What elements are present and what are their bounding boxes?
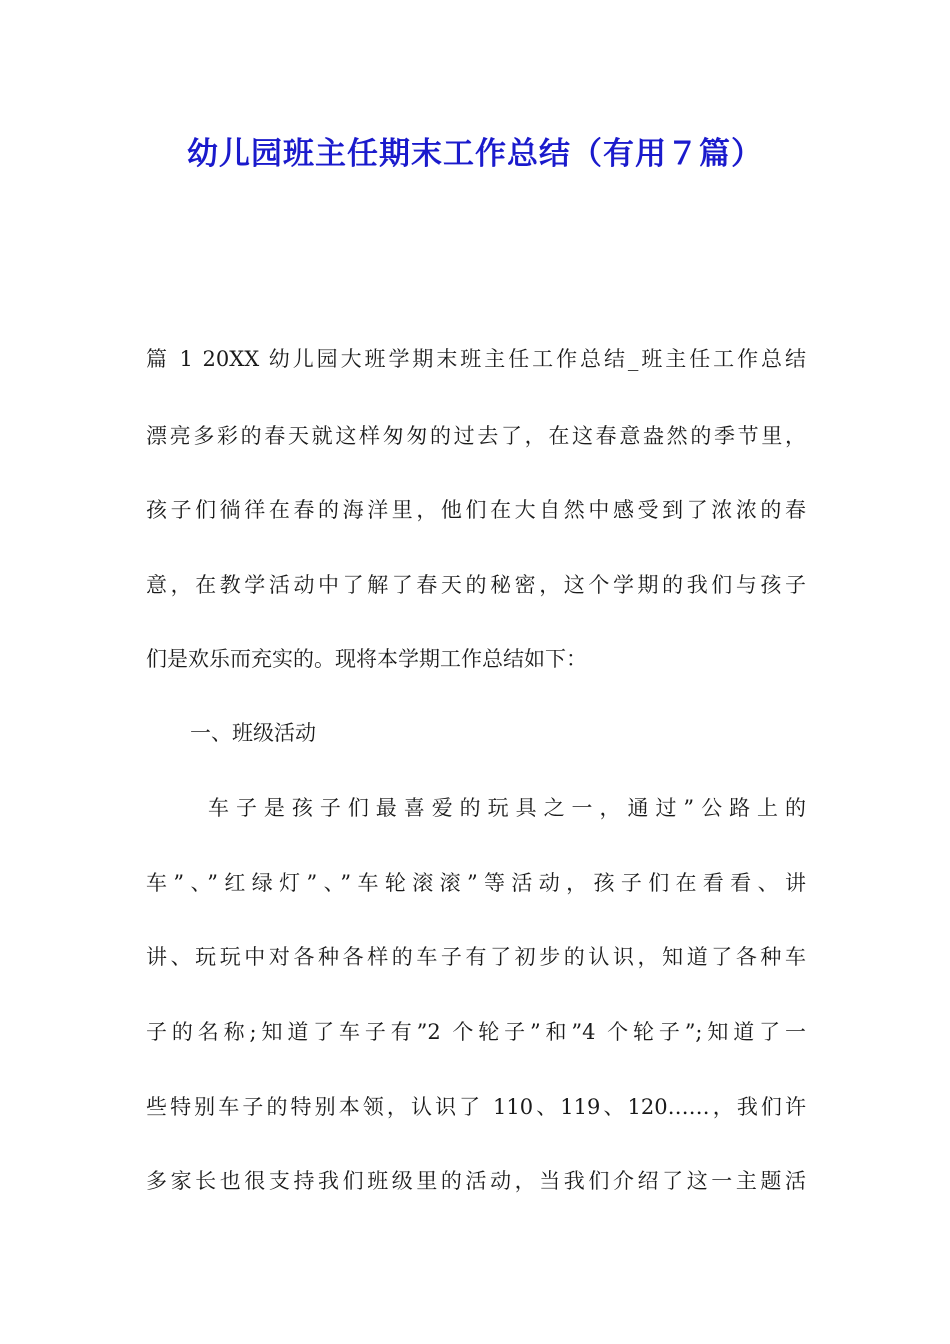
paragraph-line-9: 讲、玩玩中对各种各样的车子有了初步的认识，知道了各种车 bbox=[146, 945, 806, 969]
paragraph-line-12: 多家长也很支持我们班级里的活动，当我们介绍了这一主题活 bbox=[146, 1169, 806, 1193]
paragraph-line-5: 们是欢乐而充实的。现将本学期工作总结如下： bbox=[146, 647, 587, 671]
paragraph-line-7: 车子是孩子们最喜爱的玩具之一，通过”公路上的 bbox=[208, 796, 806, 820]
document-title: 幼儿园班主任期末工作总结（有用７篇） bbox=[187, 136, 763, 172]
paragraph-line-4: 意，在教学活动中了解了春天的秘密，这个学期的我们与孩子 bbox=[146, 573, 806, 597]
paragraph-line-1: 篇 1 20XX 幼儿园大班学期末班主任工作总结_班主任工作总结 bbox=[146, 347, 806, 371]
paragraph-line-3: 孩子们徜徉在春的海洋里，他们在大自然中感受到了浓浓的春 bbox=[146, 498, 806, 522]
section-heading: 一、班级活动 bbox=[190, 721, 316, 745]
paragraph-line-8: 车”、”红绿灯”、”车轮滚滚”等活动，孩子们在看看、讲 bbox=[146, 871, 806, 895]
paragraph-line-10: 子的名称;知道了车子有”2 个轮子”和”4 个轮子”;知道了一 bbox=[146, 1020, 806, 1044]
paragraph-line-2: 漂亮多彩的春天就这样匆匆的过去了，在这春意盎然的季节里， bbox=[146, 424, 806, 448]
paragraph-line-11: 些特别车子的特别本领，认识了 110、119、120……，我们许 bbox=[146, 1095, 806, 1119]
